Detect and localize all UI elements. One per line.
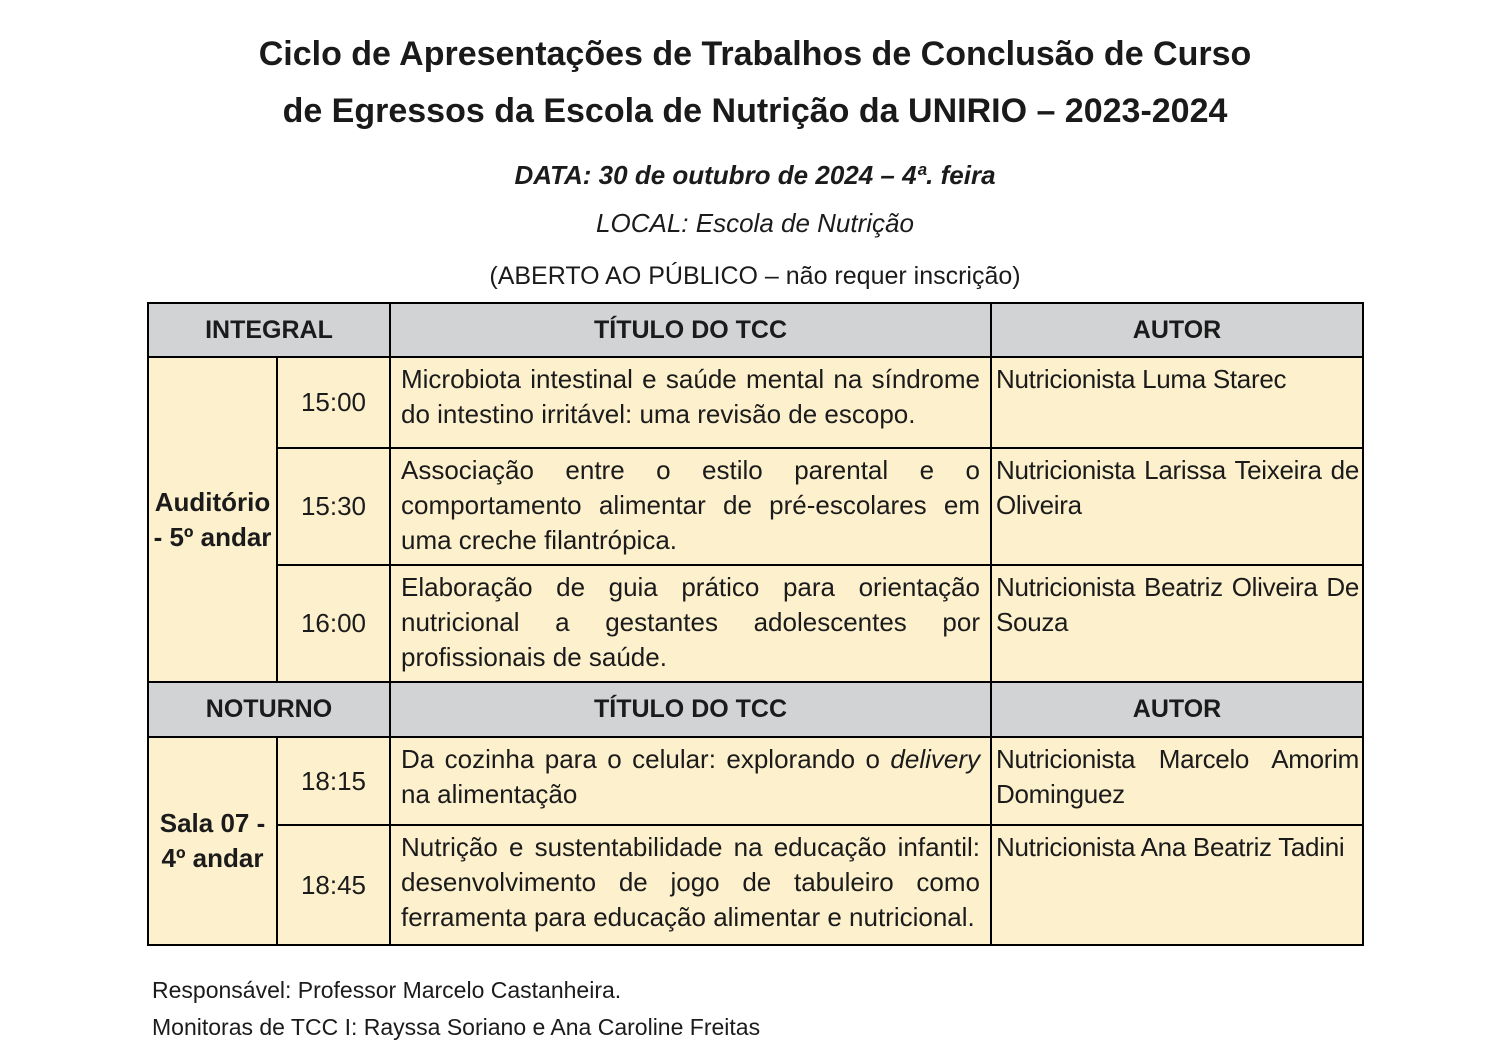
time-cell: 18:15: [277, 737, 390, 825]
table-row: [148, 565, 1363, 682]
section-header-integral: INTEGRAL: [148, 303, 390, 357]
author-cell: Nutricionista Ana Beatriz Tadini: [991, 825, 1363, 945]
page-title-line2: de Egressos da Escola de Nutrição da UNIRIO – 2023-2024: [282, 92, 1228, 130]
tcc-title-cell: Nutrição e sustentabilidade na educação infantil: desenvolvimento de jogo de tabuleiro como ferramenta para educação alimentar e nutricional.: [390, 825, 991, 945]
tcc-title-cell: Associação entre o estilo parental e o comportamento alimentar de pré-escolares em uma creche filantrópica.: [390, 448, 991, 565]
header-row-integral: [148, 303, 1363, 357]
public-note: (ABERTO AO PÚBLICO – não requer inscrição): [489, 262, 1021, 290]
footer-monitors: Monitoras de TCC I: Rayssa Soriano e Ana Caroline Freitas: [152, 1014, 761, 1040]
author-cell: Nutricionista Larissa Teixeira de Oliveira: [991, 448, 1363, 565]
author-cell: Nutricionista Luma Starec: [991, 357, 1363, 448]
author-cell: Nutricionista Marcelo Amorim Dominguez: [991, 737, 1363, 825]
tcc-title-italic-word: delivery: [890, 744, 980, 774]
schedule-table-wrapper: [147, 302, 1364, 946]
header-row-noturno: [148, 682, 1363, 737]
time-cell: 15:30: [277, 448, 390, 565]
time-cell: 18:45: [277, 825, 390, 945]
tcc-title-text: na alimentação: [401, 779, 578, 809]
tcc-title-cell: Elaboração de guia prático para orientação nutricional a gestantes adolescentes por profissionais de saúde.: [390, 565, 991, 682]
footer: [152, 972, 760, 1046]
table-row: [148, 357, 1363, 448]
tcc-title-text: Da cozinha para o celular: explorando o: [401, 744, 891, 774]
table-row: [148, 825, 1363, 945]
room-cell-sala07: Sala 07 - 4º andar: [148, 737, 277, 945]
page-title: [0, 26, 1510, 140]
location-line: LOCAL: Escola de Nutrição: [596, 208, 914, 238]
column-header-titulo: TÍTULO DO TCC: [390, 682, 991, 737]
column-header-titulo: TÍTULO DO TCC: [390, 303, 991, 357]
table-row: [148, 448, 1363, 565]
time-cell: 15:00: [277, 357, 390, 448]
table-row: [148, 737, 1363, 825]
tcc-title-cell: [390, 737, 991, 825]
footer-responsible: Responsável: Professor Marcelo Castanheira.: [152, 977, 622, 1003]
author-cell: Nutricionista Beatriz Oliveira De Souza: [991, 565, 1363, 682]
room-cell-auditorio: Auditório - 5º andar: [148, 357, 277, 682]
section-header-noturno: NOTURNO: [148, 682, 390, 737]
time-cell: 16:00: [277, 565, 390, 682]
column-header-autor: AUTOR: [991, 303, 1363, 357]
column-header-autor: AUTOR: [991, 682, 1363, 737]
date-line: DATA: 30 de outubro de 2024 – 4ª. feira: [514, 160, 996, 190]
tcc-title-cell: Microbiota intestinal e saúde mental na síndrome do intestino irritável: uma revisão de escopo.: [390, 357, 991, 448]
schedule-table: [147, 302, 1364, 946]
page-title-line1: Ciclo de Apresentações de Trabalhos de Conclusão de Curso: [258, 35, 1252, 73]
